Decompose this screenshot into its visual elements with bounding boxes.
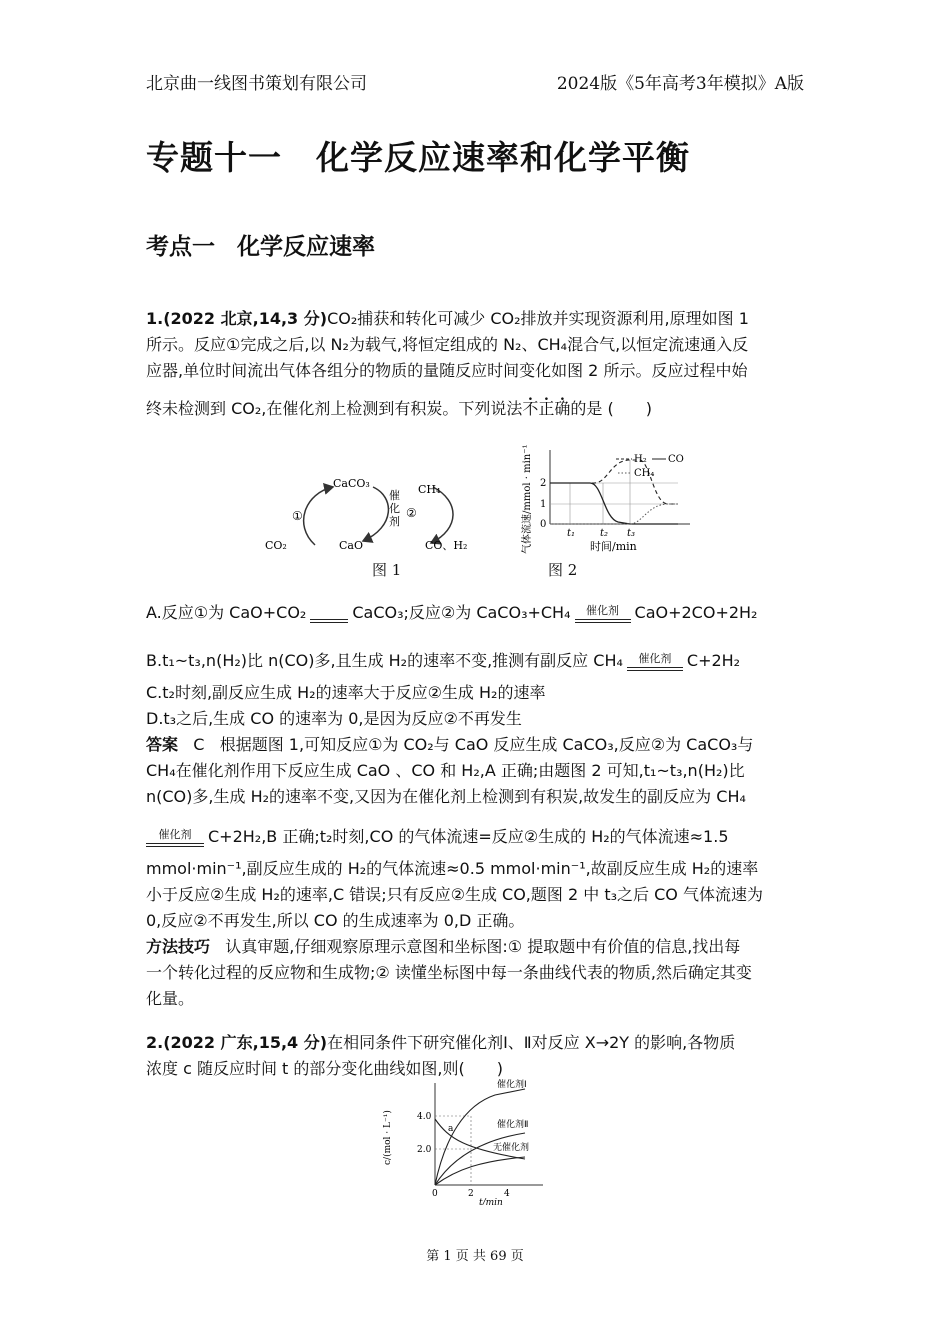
- fig2-legend-ch4: CH₄: [634, 468, 655, 479]
- q2-xtick-4: 4: [504, 1189, 510, 1199]
- section-heading: [146, 228, 375, 261]
- q2-stem-line1: 2.(2022 广东,15,4 分)在相同条件下研究催化剂Ⅰ、Ⅱ对反应 X→2Y 的影响,各物质: [146, 1033, 736, 1052]
- q2-ytick-4: 4.0: [417, 1112, 432, 1122]
- q2-stem-line2: 浓度 c 随反应时间 t 的部分变化曲线如图,则( ): [146, 1059, 503, 1078]
- equals-sign: [310, 605, 348, 623]
- tip-line2: 一个转化过程的反应物和生成物;② 读懂坐标图中每一条曲线代表的物质,然后确定其变: [146, 963, 752, 982]
- fig1-co2: CO₂: [265, 539, 287, 552]
- fig1-ch4: CH₄: [418, 483, 441, 496]
- q1-answer-line7: 0,反应②不再发生,所以 CO 的生成速率为 0,D 正确。: [146, 911, 525, 930]
- fig1-catalyst-char: 化: [389, 502, 400, 515]
- fig2-legend-co: CO: [668, 454, 684, 465]
- fig1-caco3: CaCO₃: [333, 477, 370, 490]
- fig2-curve-h2: [550, 460, 678, 504]
- q1-option-c: C.t₂时刻,副反应生成 H₂的速率大于反应②生成 H₂的速率: [146, 683, 546, 702]
- q1-answer-line4: 催化剂 C+2H₂,B 正确;t₂时刻,CO 的气体流速=反应②生成的 H₂的气体流速≈1.5: [146, 824, 729, 850]
- q2-xlabel: t/min: [479, 1198, 503, 1205]
- fig1-step1: ①: [292, 509, 303, 523]
- q2-chart: [375, 1075, 555, 1205]
- q1-answer-line1: 答案 C 根据题图 1,可知反应①为 CO₂与 CaO 反应生成 CaCO₃,反应②为 CaCO₃与: [146, 735, 754, 754]
- q1-stem-line3: 应器,单位时间流出气体各组分的物质的量随反应时间变化如图 2 所示。反应过程中始: [146, 361, 748, 380]
- title-part1: 专题十一: [146, 138, 282, 177]
- q1-stem-line2: 所示。反应①完成之后,以 N₂为载气,将恒定组成的 N₂、CH₄混合气,以恒定流速通入反: [146, 335, 749, 354]
- q1-option-b: B.t₁~t₃,n(H₂)比 n(CO)多,且生成 H₂的速率不变,推测有副反应 CH₄ 催化剂 C+2H₂: [146, 651, 741, 670]
- q1-answer-line6: 小于反应②生成 H₂的速率,C 错误;只有反应②生成 CO,题图 2 中 t₃之后 CO 气体流速为: [146, 885, 763, 904]
- fig1-arc-caco3-to-cao: [363, 487, 388, 541]
- header-right: 2024版《5年高考3年模拟》A版: [556, 74, 804, 94]
- q2-xtick-2: 2: [468, 1189, 474, 1199]
- section-part2: 化学反应速率: [237, 234, 375, 260]
- figure1-diagram: [255, 465, 485, 560]
- fig2-curve-co: [550, 483, 678, 524]
- emphasis-char: 正: [538, 399, 555, 418]
- q1-answer-line5: mmol·min⁻¹,副反应生成的 H₂的气体流速≈0.5 mmol·min⁻¹,故副反应生成 H₂的速率: [146, 859, 759, 878]
- fig2-ytick-1: 1: [540, 499, 547, 510]
- q2-xtick-0: 0: [432, 1189, 438, 1199]
- q2-ylabel: c/(mol · L⁻¹): [383, 1110, 393, 1165]
- figure2-caption: 图 2: [548, 561, 578, 579]
- fig1-arc-co2-to-caco3: [304, 487, 333, 545]
- q2-label-none: 无催化剂: [493, 1143, 530, 1153]
- q2-number: 2.(2022 广东,15,4 分): [146, 1033, 328, 1052]
- q1-stem-line1: 1.(2022 北京,14,3 分)CO₂捕获和转化可减少 CO₂排放并实现资源利用,原理如图 1: [146, 309, 749, 328]
- section-part1: 考点一: [146, 234, 215, 260]
- fig2-curve-ch4: [550, 504, 678, 524]
- figure1-caption: 图 1: [372, 561, 402, 579]
- header-left: 北京曲一线图书策划有限公司: [146, 74, 367, 94]
- q1-option-d: D.t₃之后,生成 CO 的速率为 0,是因为反应②不再发生: [146, 709, 522, 728]
- fig1-step2: ②: [406, 506, 417, 520]
- emphasis-char: 确: [554, 399, 571, 418]
- tip-line1: 方法技巧 认真审题,仔细观察原理示意图和坐标图:① 提取题中有价值的信息,找出每: [146, 937, 741, 956]
- q2-curve-cat1: [435, 1089, 525, 1185]
- tip-line3: 化量。: [146, 989, 195, 1008]
- q1-stem-line4: 终未检测到 CO₂,在催化剂上检测到有积炭。下列说法不正确的是 ( ): [146, 399, 652, 418]
- q1-answer-line2: CH₄在催化剂作用下反应生成 CaO 、CO 和 H₂,A 正确;由题图 2 可知,t₁~t₃,n(H₂)比: [146, 761, 745, 780]
- catalyst-equals: 催化剂: [575, 605, 631, 623]
- fig2-xtick-t1: t₁: [567, 528, 576, 539]
- fig1-cao: CaO: [339, 539, 363, 552]
- fig2-legend-h2: H₂: [634, 454, 647, 465]
- answer-letter: C: [193, 735, 205, 754]
- emphasis-char: 不: [522, 399, 539, 418]
- q1-option-a: A.反应①为 CaO+CO₂ CaCO₃;反应②为 CaCO₃+CH₄ 催化剂 CaO+2CO+2H₂: [146, 603, 758, 622]
- fig2-ytick-0: 0: [540, 519, 547, 530]
- q2-curve-x: [435, 1157, 525, 1185]
- fig1-catalyst-char: 剂: [389, 515, 400, 528]
- figure2-chart: [518, 436, 708, 556]
- page-footer: 第 1 页 共 69 页: [426, 1249, 524, 1264]
- fig2-ytick-2: 2: [540, 478, 547, 489]
- fig2-xtick-t2: t₂: [600, 528, 609, 539]
- title-part2: 化学反应速率和化学平衡: [316, 138, 690, 177]
- fig1-catalyst-char: 催: [389, 489, 400, 502]
- q1-answer-line3: n(CO)多,生成 H₂的速率不变,又因为在催化剂上检测到有积炭,故发生的副反应为 CH₄: [146, 787, 746, 806]
- fig2-xtick-t3: t₃: [627, 528, 636, 539]
- q1-number: 1.(2022 北京,14,3 分): [146, 309, 328, 328]
- fig2-xlabel: 时间/min: [590, 540, 637, 553]
- q2-label-cat2: 催化剂Ⅱ: [497, 1120, 529, 1130]
- fig1-catalyst: [389, 488, 400, 528]
- answer-label: 答案: [146, 735, 179, 754]
- fig1-co-h2: CO、H₂: [425, 539, 468, 552]
- q2-ytick-2: 2.0: [417, 1145, 432, 1155]
- tip-label: 方法技巧: [146, 937, 211, 956]
- q2-mark-a: a: [448, 1124, 454, 1134]
- page-title: [146, 132, 690, 179]
- q2-label-cat1: 催化剂Ⅰ: [497, 1080, 527, 1090]
- fig2-ylabel: 气体流速/mmol · min⁻¹: [522, 444, 533, 554]
- q1-emphasis: [522, 399, 570, 418]
- catalyst-equals: 催化剂: [627, 653, 683, 671]
- catalyst-equals: 催化剂: [146, 829, 204, 847]
